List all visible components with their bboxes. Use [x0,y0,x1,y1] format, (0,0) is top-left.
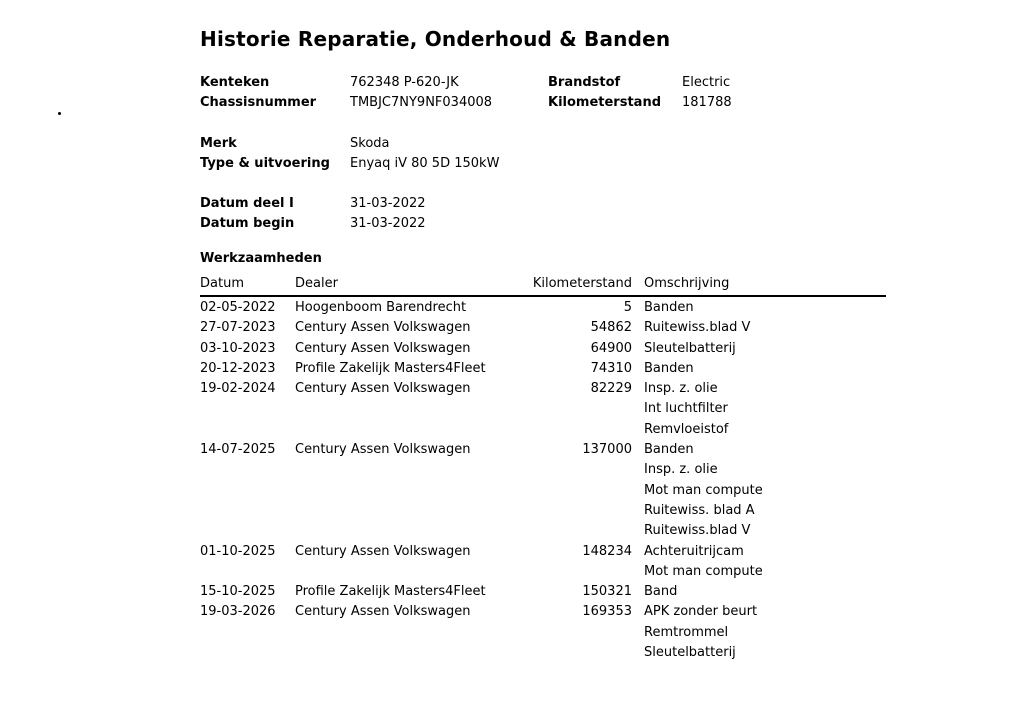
table-row [200,339,886,359]
cell-datum: 14-07-2025 [200,442,276,458]
table-row [200,602,886,663]
omschrijving-line: Ruitewiss.blad V [644,320,751,336]
cell-kilometerstand: 54862 [590,320,632,336]
cell-kilometerstand: 82229 [590,381,632,397]
header-datum: Datum [200,276,244,291]
table-row [200,542,886,583]
cell-dealer: Century Assen Volkswagen [295,340,471,356]
omschrijving-line: APK zonder beurt [644,604,758,620]
datum-deel-value: 31-03-2022 [350,196,426,211]
omschrijving-line: Banden [644,442,694,458]
cell-dealer: Century Assen Volkswagen [295,604,471,620]
cell-omschrijving [644,298,886,318]
omschrijving-line: Achteruitrijcam [644,543,744,559]
cell-kilometerstand: 64900 [590,340,632,356]
omschrijving-line: Ruitewiss.blad V [644,523,751,539]
table-row [200,440,886,541]
table-row [200,359,886,379]
cell-datum: 01-10-2025 [200,543,276,559]
cell-datum: 02-05-2022 [200,300,276,315]
cell-kilometerstand: 137000 [582,442,632,458]
cell-dealer: Profile Zakelijk Masters4Fleet [295,360,486,376]
datum-begin-value: 31-03-2022 [350,216,426,231]
omschrijving-line: Sleutelbatterij [644,340,736,356]
cell-kilometerstand: 148234 [582,543,632,559]
omschrijving-line: Insp. z. olie [644,381,718,397]
kenteken-value: 762348 P-620-JK [350,75,459,90]
cell-omschrijving [644,602,886,663]
page-title: Historie Reparatie, Onderhoud & Banden [200,27,671,51]
cell-omschrijving [644,318,886,338]
omschrijving-line: Mot man compute [644,563,763,579]
cell-kilometerstand: 150321 [582,584,632,600]
cell-omschrijving [644,582,886,602]
omschrijving-line: Mot man compute [644,482,763,498]
werkzaamheden-title: Werkzaamheden [200,251,322,266]
omschrijving-line: Sleutelbatterij [644,645,736,661]
kenteken-label: Kenteken [200,75,270,90]
kilometerstand-label: Kilometerstand [548,95,662,110]
table-header [200,276,886,297]
chassis-label: Chassisnummer [200,95,317,110]
type-value: Enyaq iV 80 5D 150kW [350,156,500,171]
cell-omschrijving [644,542,886,583]
stray-dot [58,112,61,115]
header-kilometerstand: Kilometerstand [532,276,632,291]
cell-datum: 03-10-2023 [200,340,276,356]
table-row [200,582,886,602]
cell-omschrijving [644,339,886,359]
cell-omschrijving [644,379,886,440]
cell-dealer: Century Assen Volkswagen [295,381,471,397]
merk-value: Skoda [350,136,390,151]
omschrijving-line: Band [644,584,678,600]
cell-kilometerstand: 74310 [590,360,632,376]
brandstof-label: Brandstof [548,75,621,90]
cell-omschrijving [644,359,886,379]
datum-deel-label: Datum deel I [200,196,294,211]
omschrijving-line: Insp. z. olie [644,462,718,478]
brandstof-value: Electric [682,75,731,90]
omschrijving-line: Banden [644,360,694,376]
kilometerstand-value: 181788 [682,95,732,110]
omschrijving-line: Remtrommel [644,624,729,640]
cell-datum: 20-12-2023 [200,360,276,376]
werkzaamheden-table [200,276,886,663]
cell-kilometerstand: 5 [623,300,632,315]
cell-dealer: Century Assen Volkswagen [295,543,471,559]
cell-datum: 19-02-2024 [200,381,276,397]
cell-dealer: Hoogenboom Barendrecht [295,300,467,315]
table-row [200,379,886,440]
header-omschrijving: Omschrijving [644,276,730,291]
cell-dealer: Profile Zakelijk Masters4Fleet [295,584,486,600]
omschrijving-line: Remvloeistof [644,421,729,437]
omschrijving-line: Banden [644,300,694,315]
chassis-value: TMBJC7NY9NF034008 [350,95,493,110]
cell-kilometerstand: 169353 [582,604,632,620]
header-dealer: Dealer [295,276,338,291]
omschrijving-line: Ruitewiss. blad A [644,502,755,518]
omschrijving-line: Int luchtfilter [644,401,728,417]
table-row [200,298,886,318]
cell-datum: 19-03-2026 [200,604,276,620]
datum-begin-label: Datum begin [200,216,295,231]
merk-label: Merk [200,136,237,151]
cell-datum: 15-10-2025 [200,584,276,600]
type-label: Type & uitvoering [200,156,330,171]
cell-datum: 27-07-2023 [200,320,276,336]
cell-dealer: Century Assen Volkswagen [295,442,471,458]
table-body [200,297,886,663]
cell-dealer: Century Assen Volkswagen [295,320,471,336]
cell-omschrijving [644,440,886,541]
table-row [200,318,886,338]
